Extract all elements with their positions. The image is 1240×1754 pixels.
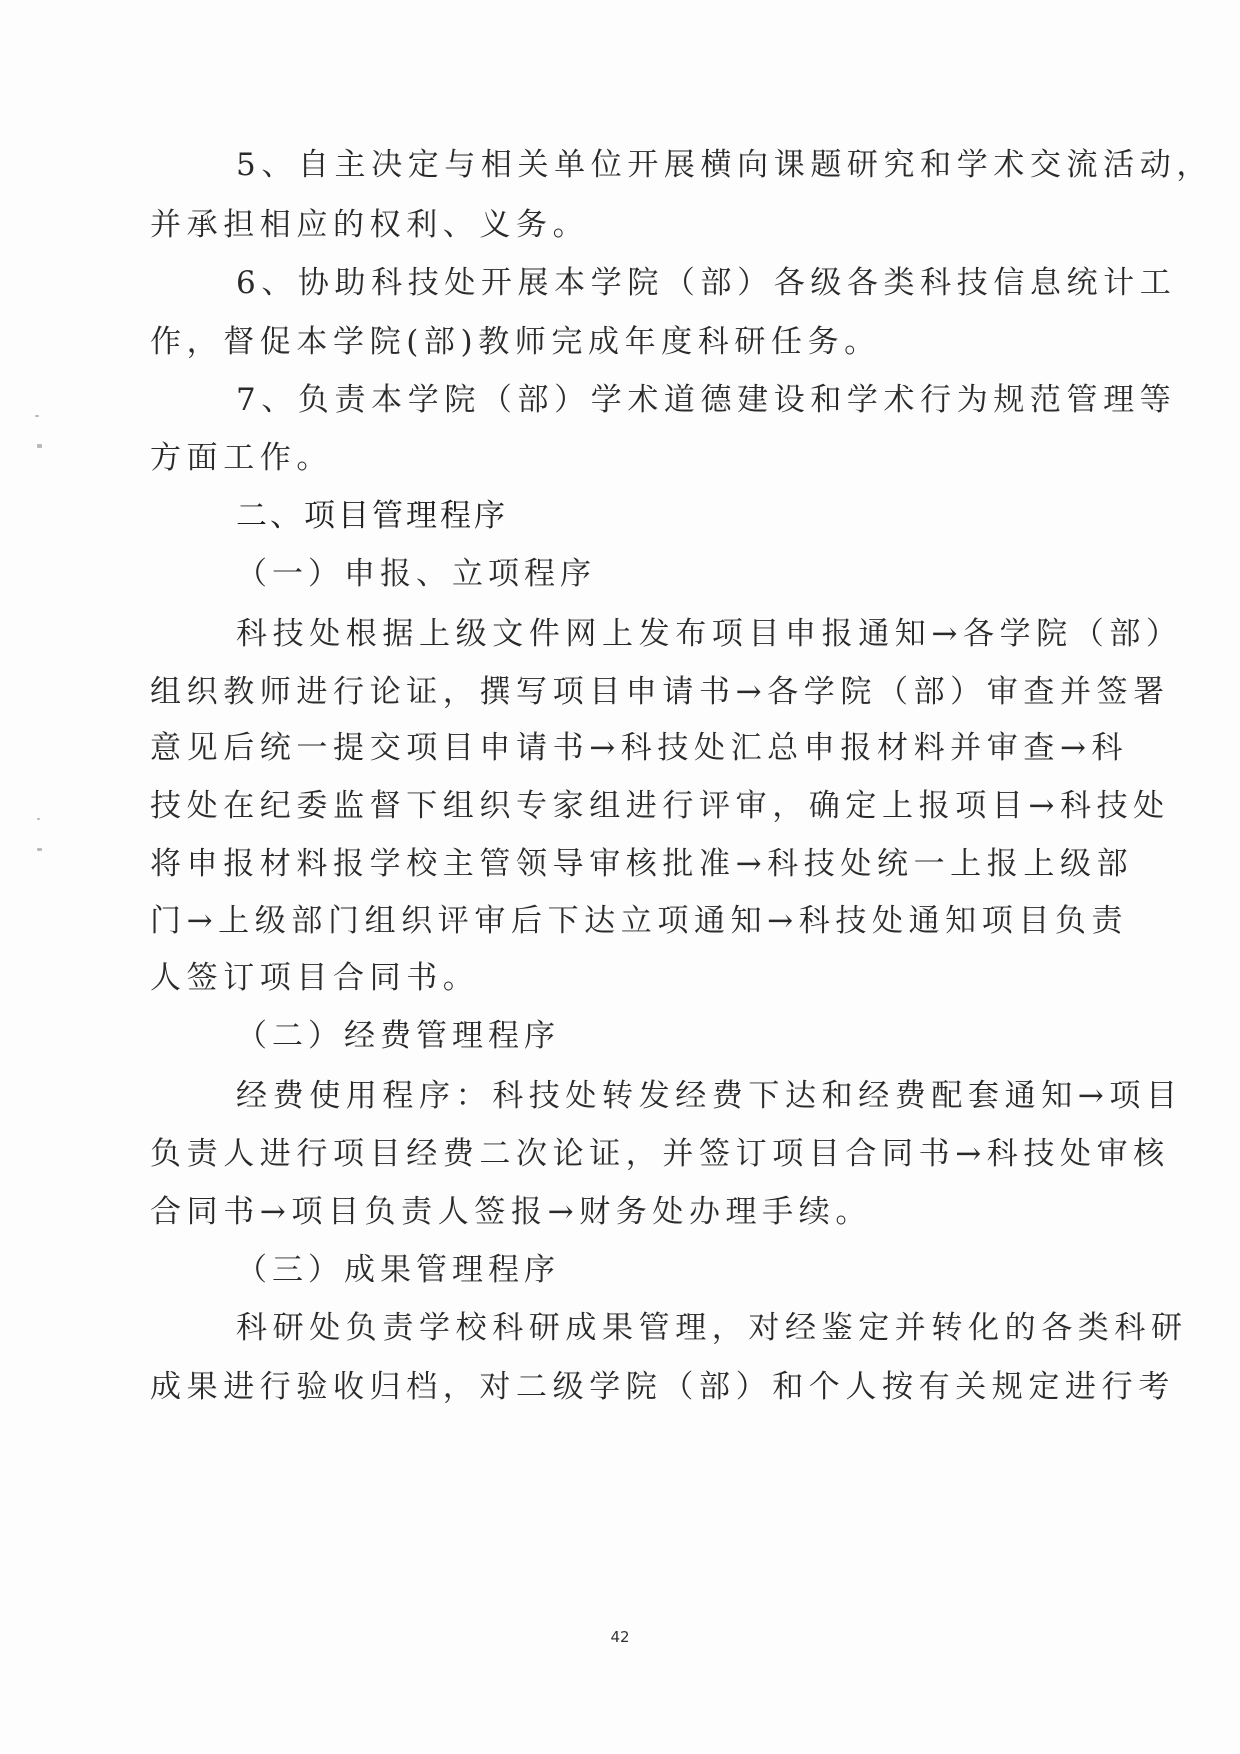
- scan-speck: [35, 415, 39, 417]
- paragraph-application-line-6: 门→上级部门组织评审后下达立项通知→科技处通知项目负责: [150, 903, 1129, 939]
- scan-speck: [37, 818, 40, 820]
- paragraph-funding-line-2: 负责人进行项目经费二次论证，并签订项目合同书→科技处审核: [150, 1136, 1170, 1172]
- paragraph-item-7-line-1: 7、负责本学院（部）学术道德建设和学术行为规范管理等: [236, 382, 1177, 418]
- paragraph-funding-line-3: 合同书→项目负责人签报→财务处办理手续。: [150, 1194, 872, 1230]
- subsection-heading-achievements: （三）成果管理程序: [236, 1252, 560, 1288]
- paragraph-item-5-line-2: 并承担相应的权利、义务。: [150, 207, 590, 243]
- paragraph-application-line-5: 将申报材料报学校主管领导审核批准→科技处统一上报上级部: [150, 846, 1134, 882]
- paragraph-application-line-7: 人签订项目合同书。: [150, 960, 480, 996]
- paragraph-application-line-4: 技处在纪委监督下组织专家组进行评审，确定上报项目→科技处: [150, 788, 1170, 824]
- paragraph-item-7-line-2: 方面工作。: [150, 440, 333, 476]
- paragraph-item-6-line-1: 6、协助科技处开展本学院（部）各级各类科技信息统计工: [236, 265, 1177, 301]
- subsection-heading-funding: （二）经费管理程序: [236, 1018, 560, 1054]
- scan-speck: [37, 848, 42, 851]
- paragraph-application-line-3: 意见后统一提交项目申请书→科技处汇总申报材料并审查→科: [150, 730, 1129, 766]
- paragraph-item-5-line-1: 5、自主决定与相关单位开展横向课题研究和学术交流活动，: [236, 147, 1213, 183]
- paragraph-application-line-2: 组织教师进行论证，撰写项目申请书→各学院（部）审查并签署: [150, 674, 1170, 710]
- scan-speck: [37, 444, 42, 448]
- page-number: 42: [610, 1628, 630, 1646]
- paragraph-achievements-line-1: 科研处负责学校科研成果管理，对经鉴定并转化的各类科研: [236, 1310, 1188, 1346]
- paragraph-application-line-1: 科技处根据上级文件网上发布项目申报通知→各学院（部）: [236, 616, 1183, 652]
- section-heading-project-management: 二、项目管理程序: [236, 498, 508, 534]
- paragraph-item-6-line-2: 作，督促本学院(部)教师完成年度科研任务。: [150, 324, 881, 360]
- paragraph-funding-line-1: 经费使用程序：科技处转发经费下达和经费配套通知→项目: [236, 1078, 1183, 1114]
- paragraph-achievements-line-2: 成果进行验收归档，对二级学院（部）和个人按有关规定进行考: [150, 1369, 1175, 1405]
- subsection-heading-application: （一）申报、立项程序: [236, 556, 596, 592]
